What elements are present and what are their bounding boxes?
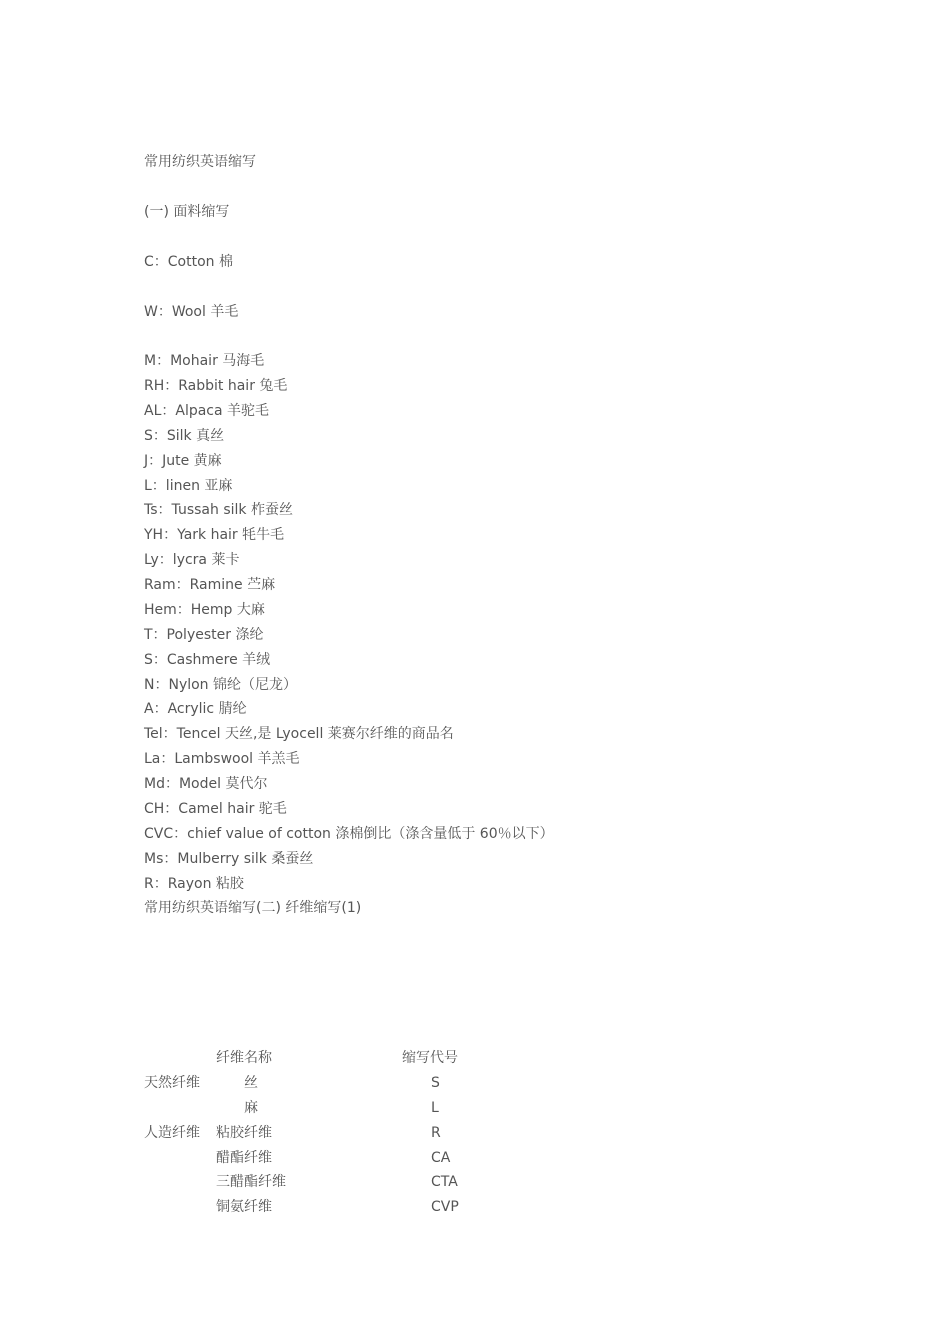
fiber-code: CA <box>431 1149 451 1166</box>
abbreviation-line: La：Lambswool 羊羔毛 <box>144 751 300 767</box>
abbreviation-line: YH：Yark hair 牦牛毛 <box>144 527 285 543</box>
abbreviation-line: AL：Alpaca 羊驼毛 <box>144 403 270 419</box>
abbreviation-line: CH：Camel hair 驼毛 <box>144 801 287 817</box>
abbreviation-line: R：Rayon 粘胶 <box>144 876 244 892</box>
abbreviation-line: Hem：Hemp 大麻 <box>144 602 265 618</box>
abbreviation-line: Ly：lycra 莱卡 <box>144 552 240 568</box>
table-row <box>144 1172 544 1197</box>
fiber-name: 三醋酯纤维 <box>216 1174 286 1191</box>
abbreviation-line: C：Cotton 棉 <box>144 254 233 270</box>
fiber-code: CTA <box>431 1174 458 1191</box>
fiber-abbreviation-table <box>144 1048 544 1222</box>
column-header-code: 缩写代号 <box>402 1050 458 1066</box>
fiber-name: 铜氨纤维 <box>216 1199 272 1216</box>
fiber-code: CVP <box>431 1199 459 1216</box>
page-title: 常用纺织英语缩写 <box>144 154 256 170</box>
section-heading-fabric: (一) 面料缩写 <box>144 204 230 220</box>
fiber-code: S <box>431 1074 440 1091</box>
abbreviation-line: Md：Model 莫代尔 <box>144 776 268 792</box>
section-heading-fiber: 常用纺织英语缩写(二) 纤维缩写(1) <box>144 900 362 916</box>
abbreviation-line: Ram：Ramine 苎麻 <box>144 577 276 593</box>
abbreviation-line: S：Silk 真丝 <box>144 428 225 444</box>
table-row <box>144 1148 544 1173</box>
abbreviation-line: A：Acrylic 腈纶 <box>144 701 247 717</box>
table-row <box>144 1098 544 1123</box>
table-header-row <box>144 1048 544 1073</box>
abbreviation-line: Ts：Tussah silk 柞蚕丝 <box>144 502 293 518</box>
abbreviation-line: Ms：Mulberry silk 桑蚕丝 <box>144 851 314 867</box>
fiber-code: R <box>431 1124 441 1141</box>
abbreviation-line: CVC：chief value of cotton 涤棉倒比（涤含量低于 60％以下） <box>144 826 554 842</box>
abbreviation-line: S：Cashmere 羊绒 <box>144 652 271 668</box>
fiber-name: 粘胶纤维 <box>216 1124 272 1141</box>
fiber-name: 丝 <box>244 1074 258 1091</box>
fiber-code: L <box>431 1099 439 1116</box>
abbreviation-line: N：Nylon 锦纶（尼龙） <box>144 677 298 693</box>
fiber-category: 天然纤维 <box>144 1074 200 1091</box>
fiber-category: 人造纤维 <box>144 1124 200 1141</box>
table-row <box>144 1123 544 1148</box>
fiber-name: 醋酯纤维 <box>216 1149 272 1166</box>
abbreviation-line: W：Wool 羊毛 <box>144 304 239 320</box>
abbreviation-line: T：Polyester 涤纶 <box>144 627 264 643</box>
abbreviation-line: Tel：Tencel 天丝,是 Lyocell 莱赛尔纤维的商品名 <box>144 726 454 742</box>
abbreviation-line: RH：Rabbit hair 兔毛 <box>144 378 288 394</box>
abbreviation-line: L：linen 亚麻 <box>144 478 233 494</box>
abbreviation-line: M：Mohair 马海毛 <box>144 353 265 369</box>
fiber-name: 麻 <box>244 1099 258 1116</box>
abbreviation-line: J：Jute 黄麻 <box>144 453 222 469</box>
table-row <box>144 1073 544 1098</box>
table-row <box>144 1197 544 1222</box>
column-header-name: 纤维名称 <box>216 1050 272 1066</box>
